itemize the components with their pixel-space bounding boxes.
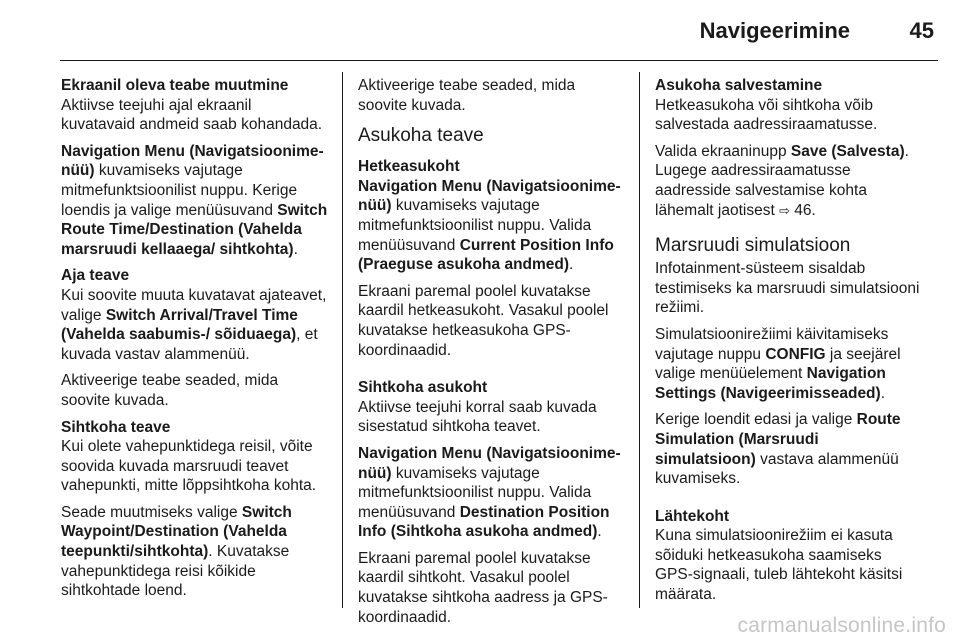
column-2 bbox=[358, 76, 626, 634]
text-run: . bbox=[569, 256, 574, 274]
menu-term: Route Simulation (Marsruudi simulatsioon) bbox=[655, 411, 901, 468]
text-run: kuvamiseks vajutage mitmefunktsioonilist nuppu. Kerige loendis ja valige menüüsuvand bbox=[61, 162, 298, 219]
text-run: kuvamiseks vajutage mitmefunktsioonilist nuppu. Valida menüüsuvand bbox=[358, 197, 592, 254]
paragraph bbox=[358, 177, 626, 275]
paragraph: Ekraani paremal poolel kuvatakse kaardil hetkeasukoht. Vasakul poolel kuvatakse hetkeasukoha GPS-koordinaadid. bbox=[358, 282, 609, 359]
paragraph: Aktiivse teejuhi korral saab kuvada sisestatud sihtkoha teavet. bbox=[358, 398, 597, 436]
paragraph: Hetkeasukoha või sihtkoha võib salvestada aadressiraamatusse. bbox=[655, 96, 878, 134]
menu-term: Switch Route Time/Destination (Vahelda marsruudi kellaaega/ sihtkohta) bbox=[61, 201, 328, 258]
subheading-save-location: Asukoha salvestamine bbox=[655, 77, 823, 94]
watermark: carmanualsonline.info bbox=[737, 614, 946, 637]
text-run: . bbox=[880, 384, 886, 402]
column-1 bbox=[61, 76, 329, 608]
paragraph: Ekraani paremal poolel kuvatakse kaardil sihtkoht. Vasakul poolel kuvatakse sihtkoha aadress ja GPS-koordinaadid. bbox=[358, 549, 608, 626]
paragraph bbox=[61, 503, 329, 601]
page-header-title: Navigeerimine bbox=[699, 18, 850, 43]
paragraph bbox=[655, 410, 923, 488]
paragraph: Aktiveerige teabe seaded, mida soovite kuvada. bbox=[358, 77, 576, 114]
text-run: . Lugege aadressiraamatusse aadresside salvestamise kohta lähemalt jaotisest bbox=[655, 142, 909, 219]
header-rule bbox=[60, 60, 938, 61]
paragraph: Aktiveerige teabe seaded, mida soovite kuvada. bbox=[61, 372, 279, 409]
section-title-route-simulation: Marsruudi simulatsioon bbox=[655, 235, 851, 257]
paragraph bbox=[61, 286, 329, 364]
subheading-current-position: Hetkeasukoht bbox=[358, 158, 460, 176]
button-term: Save (Salvesta) bbox=[790, 142, 905, 160]
text-run: kuvamiseks vajutage mitmefunktsioonilist nuppu. Valida menüüsuvand bbox=[358, 464, 592, 521]
text-run: Kerige loendit edasi ja valige bbox=[655, 411, 857, 429]
menu-term: Current Position Info (Praeguse asukoha andmed) bbox=[358, 236, 614, 274]
menu-term: Switch Arrival/Travel Time (Vahelda saabumis-/ sõiduaega) bbox=[61, 306, 298, 344]
page-number: 45 bbox=[909, 18, 934, 43]
section-title-location-info: Asukoha teave bbox=[358, 125, 484, 147]
page-reference-arrow-icon: ⇨ bbox=[779, 203, 790, 219]
menu-term: Navigation Menu (Navigatsioonime‐nüü) bbox=[358, 177, 621, 215]
text-run: . Kuvatakse vahepunktidega reisi kõikide sihtkohtade loend. bbox=[61, 543, 290, 600]
paragraph bbox=[655, 142, 923, 221]
text-run: Simulatsioonirežiimi käivitamiseks vajutage nuppu bbox=[655, 325, 889, 363]
menu-term: Navigation Menu (Navigatsioonime‐nüü) bbox=[61, 142, 324, 180]
text-run: Valida ekraaninupp bbox=[655, 142, 791, 160]
paragraph bbox=[358, 444, 626, 542]
text-run: , et kuvada vastav alammenüü. bbox=[61, 326, 318, 363]
menu-term: Destination Position Info (Sihtkoha asukoha andmed) bbox=[358, 503, 610, 541]
subheading-starting-point: Lähtekoht bbox=[655, 507, 730, 525]
subheading-screen-info: Ekraanil oleva teabe muutmine bbox=[61, 77, 289, 94]
menu-term: Navigation Menu (Navigatsioonime‐nüü) bbox=[358, 444, 621, 482]
text-run: ja seejärel valige menüüelement bbox=[655, 345, 901, 383]
subheading-destination-info: Sihtkoha teave bbox=[61, 418, 171, 436]
paragraph: Kui olete vahepunktidega reisil, võite soovida kuvada marsruudi teavet vahepunkti, mitte lõppsihtkoha kohta. bbox=[61, 438, 317, 495]
text-run: . bbox=[293, 240, 298, 258]
button-term: CONFIG bbox=[765, 345, 826, 363]
paragraph bbox=[61, 142, 329, 260]
paragraph bbox=[655, 325, 923, 403]
text-run: Kui soovite muuta kuvatavat ajateavet, valige bbox=[61, 286, 327, 324]
page-reference-link[interactable]: 46. bbox=[789, 201, 816, 219]
text-run: vastava alammenüü kuvamiseks. bbox=[655, 450, 899, 488]
text-run: Seade muutmiseks valige bbox=[61, 503, 242, 521]
text-run: . bbox=[597, 523, 602, 541]
column-divider-2 bbox=[639, 72, 640, 608]
column-3 bbox=[655, 76, 923, 612]
paragraph: Infotainment-süsteem sisaldab testimiseks ka marsruudi simulatsiooni režiimi. bbox=[655, 260, 920, 317]
menu-term: Switch Waypoint/Destination (Vahelda teepunkti/sihtkohta) bbox=[61, 503, 292, 561]
paragraph: Kuna simulatsioonirežiim ei kasuta sõiduki hetkeasukoha saamiseks GPS-signaali, tuleb lähtekoht käsitsi määrata. bbox=[655, 527, 903, 604]
paragraph: Aktiivse teejuhi ajal ekraanil kuvatavaid andmeid saab kohandada. bbox=[61, 96, 323, 134]
menu-term: Navigation Settings (Navigeerimisseaded) bbox=[655, 365, 886, 402]
subheading-time-info: Aja teave bbox=[61, 267, 130, 285]
column-divider-1 bbox=[342, 72, 343, 608]
subheading-destination-position: Sihtkoha asukoht bbox=[358, 379, 488, 397]
